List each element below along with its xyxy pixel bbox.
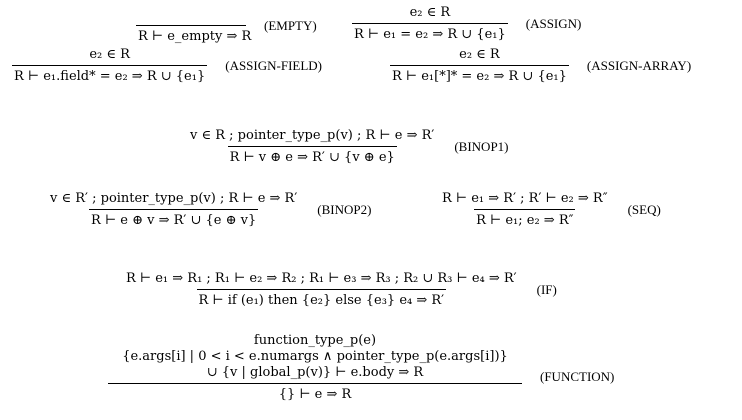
conclusion: R ⊢ if (e₁) then {e₂} else {e₃} e₄ ⇒ R′ [197,289,447,309]
premise: e₂ ∈ R [89,47,130,62]
rule-function [108,333,614,403]
rule-name: (ASSIGN-FIELD) [225,57,323,73]
rule-name: (BINOP2) [317,201,372,217]
inference-fraction [136,6,252,45]
rule-name: (EMPTY) [264,17,317,33]
rule-assign [352,4,581,43]
conclusion: R ⊢ e₁ = e₂ ⇒ R ∪ {e₁} [352,23,508,43]
conclusion: R ⊢ e ⊕ v ⇒ R′ ∪ {e ⊕ v} [89,209,258,229]
conclusion: R ⊢ e₁[*]* = e₂ ⇒ R ∪ {e₁} [390,65,569,85]
premise-line: {e.args[i] | 0 < i < e.numargs ∧ pointer_type_p(e.args[i])} [122,349,508,364]
inference-fraction [352,4,508,43]
conclusion: {} ⊢ e ⇒ R [108,383,522,403]
premise [122,333,508,383]
rule-assign-field [12,46,322,85]
premise: v ∈ R ; pointer_type_p(v) ; R ⊢ e ⇒ R′ [190,128,435,143]
inference-fraction [440,190,610,229]
premise: R ⊢ e₁ ⇒ R₁ ; R₁ ⊢ e₂ ⇒ R₂ ; R₁ ⊢ e₃ ⇒ R₃ ; R₂ ∪ R₃ ⊢ e₄ ⇒ R′ [126,271,517,286]
rule-assign-array [390,46,691,85]
premise: e₂ ∈ R [409,5,451,20]
premise-line: function_type_p(e) [253,333,377,348]
rule-name: (SEQ) [627,201,661,217]
rule-name: (FUNCTION) [540,369,615,384]
premise-line: ∪ {v | global_p(v)} ⊢ e.body ⇒ R [206,365,424,380]
inference-fraction [12,46,207,85]
rule-if [124,270,557,309]
premise: R ⊢ e₁ ⇒ R′ ; R′ ⊢ e₂ ⇒ R″ [442,191,608,206]
conclusion: R ⊢ v ⊕ e ⇒ R′ ∪ {v ⊕ e} [228,146,397,166]
rule-name: (ASSIGN-ARRAY) [586,57,692,73]
conclusion: R ⊢ e_empty ⇒ R [136,25,246,45]
inference-fraction [108,333,522,403]
inference-fraction [124,270,519,309]
inference-fraction [390,46,569,85]
premise: e₂ ∈ R [459,47,500,62]
rule-empty [136,6,317,45]
inference-fraction [48,190,299,229]
conclusion: R ⊢ e₁.field* = e₂ ⇒ R ∪ {e₁} [12,65,207,85]
rule-binop2 [48,190,371,229]
conclusion: R ⊢ e₁; e₂ ⇒ R″ [474,209,575,229]
inference-fraction [188,127,436,166]
rule-name: (IF) [536,281,557,297]
premise: v ∈ R′ ; pointer_type_p(v) ; R ⊢ e ⇒ R′ [50,191,298,206]
premise [189,6,193,25]
rule-binop1 [188,127,509,166]
rule-name: (ASSIGN) [525,15,582,31]
rule-name: (BINOP1) [454,138,509,154]
rule-seq [440,190,661,229]
